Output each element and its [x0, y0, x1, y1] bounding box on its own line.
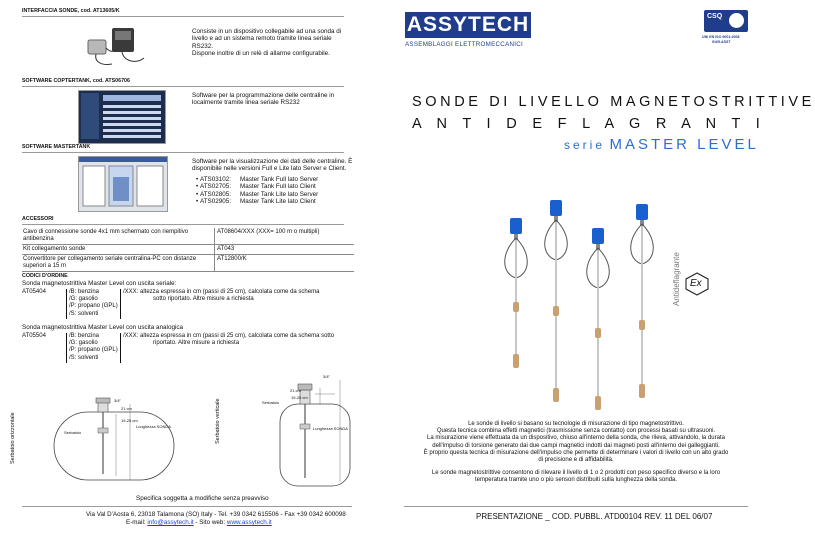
- list-item: • ATS02805: Master Tank Lite lato Server: [196, 190, 319, 198]
- description-para1: Le sonde di livello si basano su tecnologie di misurazione di tipo magnetostrittivo. Questa tecnica combina effetti magnetici (trasmissione senza contatto) con processi basati su ultrasuoni. La misurazione viene effettuata da un dispositivo, chiuso all'interno della sonda, che rileva, attivandolo, la durata dell'impulso di torsione generato dai due campi magnetici indotti dai magneti posti all'interno dei galleggianti. È proprio questa tecnica di misurazione dell'impulso che permette di determinare i valori di livello con un alto grado di precisione e di affidabilità.: [423, 421, 729, 464]
- cert-line2: 9165.ASST: [712, 40, 731, 44]
- presentation-code: PRESENTAZIONE _ COD. PUBBL. ATD00104 REV. 11 DEL 06/07: [476, 512, 713, 521]
- antideflagrante-label: Antideflagrante: [672, 252, 681, 306]
- section-title-interfaccia: INTERFACCIA SONDE, cod. AT13605/K: [22, 8, 120, 14]
- divider: [22, 506, 352, 507]
- section-title-mastertank: SOFTWARE MASTERTANK: [22, 144, 91, 150]
- probe-image: [498, 214, 532, 374]
- serial-xxx: /XXX: altezza espressa in cm (passi di 25 cm), calcolata come da schema sotto riportato. Altre misure a richiesta: [120, 289, 363, 319]
- list-item: • ATS03102: Master Tank Full lato Server: [196, 176, 319, 183]
- headline-line2: A N T I D E F L A G R A N T I: [412, 116, 766, 132]
- divider: [22, 224, 344, 225]
- serie-title: serie MASTER LEVEL: [564, 136, 759, 153]
- specifica-note: Specifica soggetta a modifiche senza preavviso: [136, 495, 269, 502]
- probe-image: [580, 224, 614, 414]
- description-para2: Le sonde magnetostrittive consentono di rilevare il livello di 1 o 2 prodotti con peso specifico diverso e la loro temperatura tramite uno o più sensori distribuiti sulla lunghezza della sonda.: [431, 470, 721, 484]
- tank-diagram: [10, 364, 355, 492]
- footer-address: Via Val D'Aosta 6, 23018 Talamona (SO) Italy - Tel. +39 0342 615506 - Fax +39 0342 600098: [86, 511, 346, 518]
- divider: [22, 16, 344, 17]
- thread-label-v: 3/4": [323, 374, 330, 379]
- mastertank-screenshot: [78, 156, 168, 212]
- serbatoio-label-h: Serbatoio: [64, 430, 82, 435]
- divider: [404, 506, 748, 507]
- label-vertical-tank: Serbatoio verticale: [215, 398, 221, 444]
- list-item: • ATS02705: Master Tank Full lato Client: [196, 183, 316, 191]
- coptertank-description: Software per la programmazione delle centraline in localmente tramite linea seriale RS232: [192, 92, 335, 107]
- footer-contacts: E-mail: info@assytech.it - Sito web: www.assytech.it: [126, 519, 272, 526]
- certification-logo: CSQ: [704, 10, 748, 32]
- analog-fluids: /B: benzina /G: gasolio /P: propano (GPL) /S: solventi: [66, 333, 118, 363]
- section-title-accessori: ACCESSORI: [22, 216, 54, 222]
- section-title-ordine: CODICI D'ORDINE: [22, 273, 68, 279]
- analog-xxx: /XXX: altezza espressa in cm (passi di 25 cm), calcolata come da schema sotto riportato. Altre misure a richiesta: [120, 333, 363, 363]
- lunghezza-label-v: Lunghezza SONDA: [313, 426, 348, 431]
- table-row: Kit collegamento sonde AT043: [22, 245, 354, 255]
- table-row: Convertitore per collegamento seriale centralina-PC con distanze superiori a 15 m AT12800/K: [22, 255, 354, 272]
- divider: [22, 152, 344, 153]
- assytech-logo: ASSYTECH: [406, 13, 530, 36]
- cert-line1: UNI EN ISO 9001:2008: [702, 35, 740, 39]
- thread-label-h: 3/4": [114, 398, 121, 403]
- cm21-label-h: 21 cm: [121, 406, 132, 411]
- section-title-coptertank: SOFTWARE COPTERTANK, cod. ATS06706: [22, 78, 130, 84]
- serial-code: AT05404: [22, 289, 46, 295]
- coptertank-screenshot: [78, 90, 166, 144]
- serial-fluids: /B: benzina /G: gasolio /P: propano (GPL) /S: solventi: [66, 289, 118, 319]
- probe-image: [624, 200, 658, 400]
- analog-intro: Sonda magnetostrittiva Master Level con uscita analogica: [22, 324, 184, 331]
- interface-description: Consiste in un dispositivo collegabile ad una sonda di livello e ad un sistema remoto tramite linea seriale RS232. Dispone inoltre di un relè di allarme configurabile.: [192, 28, 342, 57]
- mastertank-list: [196, 176, 356, 205]
- divider: [22, 86, 344, 87]
- website-link[interactable]: www.assytech.it: [226, 519, 272, 526]
- table-row: Cavo di connessione sonde 4x1 mm schermato con riempitivo antibenzina AT08604/XXX (XXX= 100 m o multipli): [22, 228, 354, 245]
- cm19-label-v: 19-25 cm: [291, 395, 308, 400]
- list-item: • ATS02905: Master Tank Lite lato Client: [196, 197, 316, 205]
- accessori-table: [22, 228, 354, 272]
- mastertank-description: Software per la visualizzazione dei dati delle centraline. È disponibile nelle versioni Full e Lite lato Server e Client.: [192, 158, 353, 173]
- analog-code: AT05504: [22, 333, 46, 339]
- ex-hexagon-icon: Ex: [684, 272, 710, 296]
- probe-image: [538, 196, 572, 406]
- cm21-label-v: 21 cm: [290, 388, 301, 393]
- brand-tagline: ASSEMBLAGGI ELETTROMECCANICI: [405, 41, 524, 48]
- serbatoio-label-v: Serbatoio: [262, 400, 280, 405]
- interface-device-image: [82, 22, 152, 70]
- headline-line1: SONDE DI LIVELLO MAGNETOSTRITTIVE: [412, 94, 815, 110]
- cm19-label-h: 19-25 cm: [121, 418, 138, 423]
- label-horizontal-tank: Serbatoio orizzontale: [10, 412, 16, 464]
- lunghezza-label-h: Lunghezza SONDA: [136, 424, 171, 429]
- email-link[interactable]: info@assytech.it: [147, 519, 194, 526]
- serial-intro: Sonda magnetostrittiva Master Level con uscita seriale:: [22, 280, 177, 287]
